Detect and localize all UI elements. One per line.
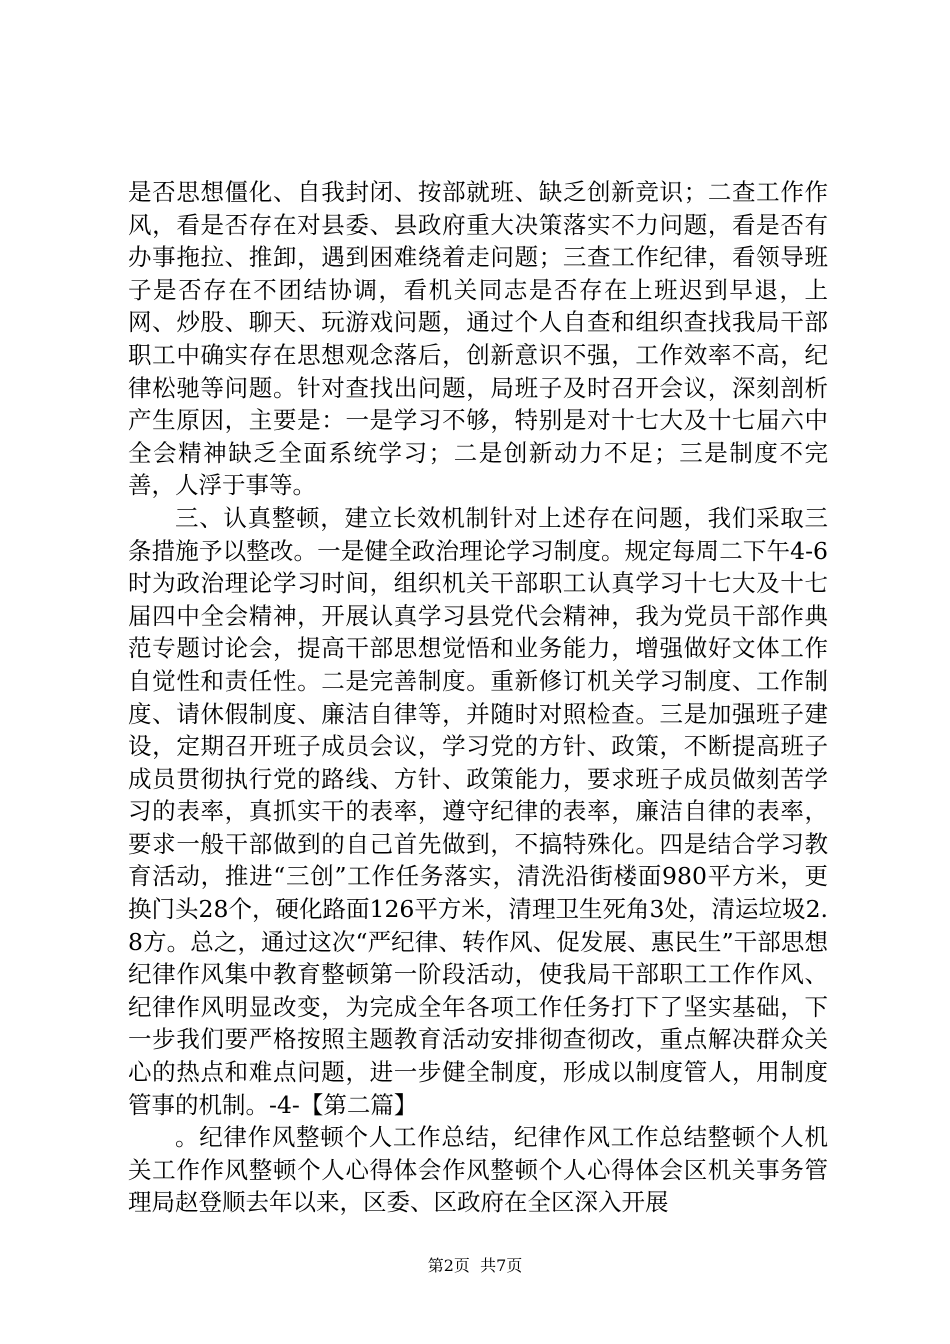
page-number-label: 第2页 共7页 bbox=[427, 1256, 523, 1275]
paragraph-second-article: 。纪律作风整顿个人工作总结，纪律作风工作总结整顿个人机关工作作风整顿个人心得体会作风整顿个人心得体会区机关事务管理局赵登顺去年以来，区委、区政府在全区深入开展 bbox=[128, 1123, 828, 1217]
page-footer bbox=[0, 1256, 950, 1276]
document-body bbox=[128, 176, 828, 1219]
paragraph-section-three: 三、认真整顿，建立长效机制针对上述存在问题，我们采取三条措施予以整改。一是健全政治理论学习制度。规定每周二下午4-6时为政治理论学习时间，组织机关干部职工认真学习十七大及十七届四中全会精神，开展认真学习县党代会精神，我为党员干部作典范专题讨论会，提高干部思想觉悟和业务能力，增强做好文体工作自觉性和责任性。二是完善制度。重新修订机关学习制度、工作制度、请休假制度、廉洁自律等，并随时对照检查。三是加强班子建设，定期召开班子成员会议，学习党的方针、政策，不断提高班子成员贯彻执行党的路线、方针、政策能力，要求班子成员做刻苦学习的表率，真抓实干的表率，遵守纪律的表率，廉洁自律的表率，要求一般干部做到的自己首先做到，不搞特殊化。四是结合学习教育活动，推进“三创”工作任务落实，清洗沿街楼面980平方米，更换门头28个，硬化路面126平方米，清理卫生死角3处，清运垃圾2.8方。总之，通过这次“严纪律、转作风、促发展、惠民生”干部思想纪律作风集中教育整顿第一阶段活动，使我局干部职工工作作风、纪律作风明显改变，为完成全年各项工作任务打下了坚实基础，下一步我们要严格按照主题教育活动安排彻查彻改，重点解决群众关心的热点和难点问题，进一步健全制度，形成以制度管人，用制度管事的机制。-4-【第二篇】 bbox=[128, 503, 828, 1119]
paragraph-continuation: 是否思想僵化、自我封闭、按部就班、缺乏创新竞识；二查工作作风，看是否存在对县委、县政府重大决策落实不力问题，看是否有办事拖拉、推卸，遇到困难绕着走问题；三查工作纪律，看领导班子是否存在不团结协调，看机关同志是否存在上班迟到早退，上网、炒股、聊天、玩游戏问题，通过个人自查和组织查找我局干部职工中确实存在思想观念落后，创新意识不强，工作效率不高，纪律松驰等问题。针对查找出问题，局班子及时召开会议，深刻剖析产生原因，主要是：一是学习不够，特别是对十七大及十七届六中全会精神缺乏全面系统学习；二是创新动力不足；三是制度不完善，人浮于事等。 bbox=[128, 178, 828, 500]
